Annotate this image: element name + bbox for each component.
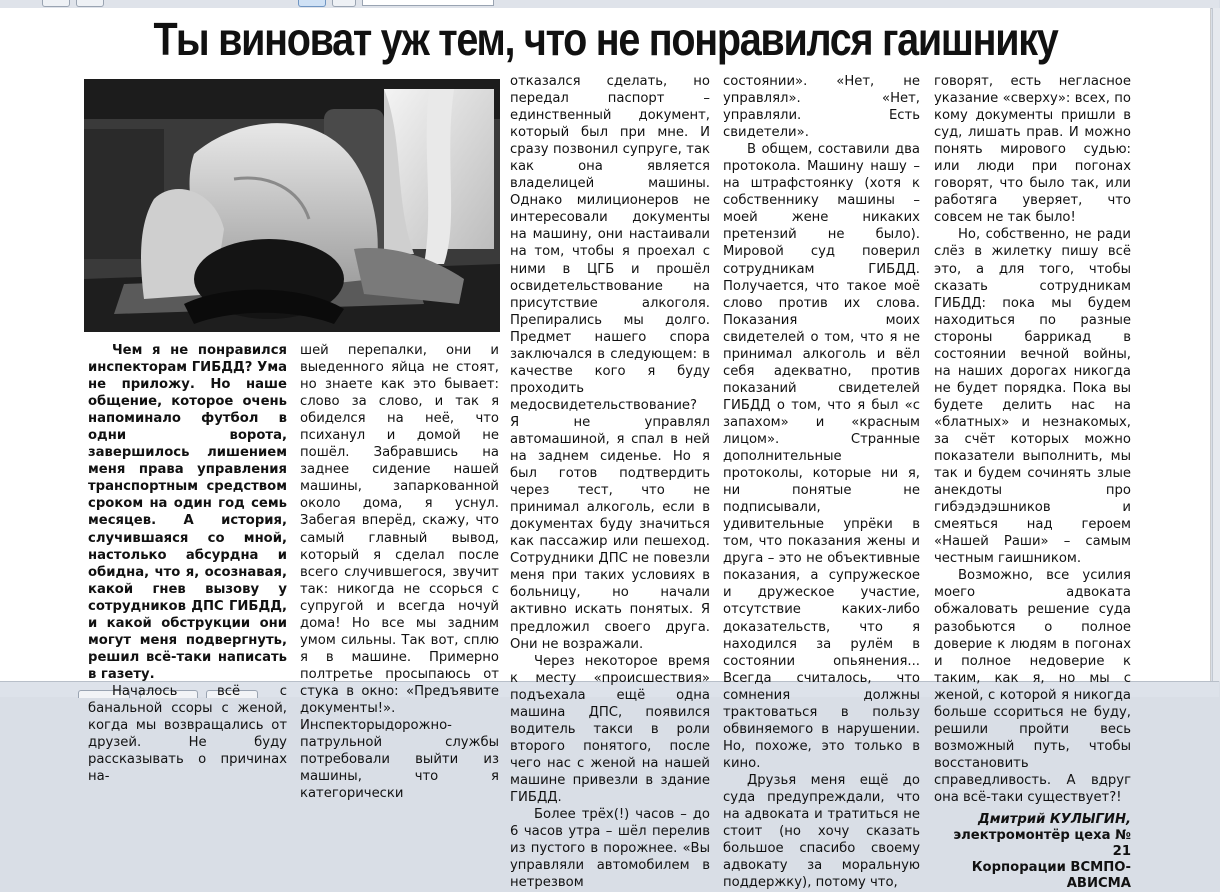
article-paragraph: состоянии». «Нет, не управлял». «Нет, управляли. Есть свидетели». [723, 74, 920, 141]
newspaper-page [0, 8, 1211, 892]
author-position: электромонтёр цеха № 21 [953, 828, 1131, 860]
author-name: Дмитрий КУЛЫГИН, [978, 812, 1131, 828]
author-company: Корпорации ВСМПО-АВИСМА [971, 860, 1131, 892]
article-paragraph: Но, собственно, не ради слёз в жилетку пишу всё это, а для того, чтобы сказать сотрудникам ГИБДД: пока мы будем находиться по разные стороны баррикад в состоянии вечной войны, на наших дорогах никогда не будет порядка. Пока вы будете делить нас на «блатных» и незнакомых, за счёт которых можно показатели выполнить, мы так и будем сочинять злые анекдоты про гибэдэдэшников и смеяться над героем «Нашей Раши» – самым честным гаишником. [934, 227, 1131, 567]
article-paragraph: Более трёх(!) часов – до 6 часов утра – шёл перелив из пустого в порожнее. «Вы управляли автомобилем в нетрезвом [510, 807, 710, 891]
article-paragraph: Возможно, все усилия моего адвоката обжаловать решение суда разобьются о полное доверие к людям в погонах и полное недоверие к таким, как я, но мы с женой, с которой я никогда больше ссориться не буду, решили пройти весь возможный путь, чтобы восстановить справедливость. А вдруг она всё-таки существует?! [934, 568, 1131, 805]
article-photo [84, 79, 500, 332]
article-paragraph: шей перепалки, они и выеденного яйца не стоят, но знаете как это бывает: слово за слово, и так я обиделся на неё, что психанул и домой не пошёл. Забравшись на заднее сидение нашей машины, запаркованной около дома, я уснул. Забегая вперёд, скажу, что самый главный вывод, который я сделал после всего случившегося, звучит так: никогда не ссорься с супругой и всегда ночуй дома! Но все мы задним умом сильны. Так вот, сплю я в машине. Примерно полтретье просыпаюсь от стука в окно: «Предъявите документы!». Инспекторыдорожно-патрульной службы потребовали выйти из машины, что я категорически [300, 343, 499, 802]
article-paragraph: отказался сделать, но передал паспорт – единственный документ, который был при мне. И сразу позвонил супруге, так как она является владелицей машины. Однако милиционеров не интересовали документы на машину, они настаивали на том, чтобы я проехал с ними в ЦГБ и прошёл освидетельствование на присутствие алкоголя. Препирались мы долго. Предмет нашего спора заключался в следующем: в качестве кого я буду проходить медосвидетельствование? Я не управлял автомашиной, я спал в ней на заднем сиденье. Но я был готов подтвердить через тест, что не принимал алкоголь, если в документах буду значиться как пассажир или пешеход. Сотрудники ДПС не повезли меня при таких условиях в больницу, но начали активно искать понятых. Я предложил своего друга. Они не возражали. [510, 74, 710, 652]
toolbar-button[interactable] [332, 0, 356, 7]
article-lead: Чем я не понравился инспекторам ГИБДД? Ума не приложу. Но наше общение, которое очень напоминало футбол в одни ворота, завершилось лишением меня права управления транспортным средством сроком на один год семь месяцев. А история, случившаяся со мной, настолько абсурдна и обидна, что я, осознавая, какой гнев вызову у сотрудников ДПС ГИБДД, и какой обструкции они могут меня подвергнуть, решил всё-таки написать в газету. [88, 343, 287, 682]
article-paragraph: В общем, составили два протокола. Машину нашу – на штрафстоянку (хотя к собственнику машины – моей жене никаких претензий не было). Мировой суд поверил сотрудникам ГИБДД. Получается, что такое моё слово против их слова. Показания моих свидетелей о том, что я не принимал алкоголь и вёл себя адекватно, против показаний свидетелей ГИБДД о том, что я был «с запахом» и «красным лицом». Странные дополнительные протоколы, которые ни я, ни понятые не подписывали, удивительные упрёки в том, что показания жены и друга – это не объективные показания, а супружеское и дружеское участие, отсутствие каких-либо доказательств, что я находился за рулём в состоянии опьянения... Всегда считалось, что сомнения должны трактоваться в пользу обвиняемого в нарушении. Но, похоже, это только в кино. [723, 142, 920, 771]
article-paragraph: говорят, есть негласное указание «сверху»: всех, по кому документы пришли в суд, лишать прав. И можно понять мирового судью: или люди при погонах говорят, что было так, или работяга уверяет, что совсем не так было! [934, 74, 1131, 226]
toolbar-input[interactable] [362, 0, 494, 6]
article-column-4 [723, 73, 920, 891]
article-paragraph: Через некоторое время к месту «происшествия» подъехала ещё одна машина ДПС, появился водитель такси в роли второго понятого, после чего нас с женой на нашей машине привезли в здание ГИБДД. [510, 653, 710, 805]
article-paragraph: Началось всё с банальной ссоры с женой, когда мы возвращались от друзей. Не буду рассказывать о причинах на- [88, 683, 287, 785]
article-paragraph: Друзья меня ещё до суда предупреждали, что на адвоката и тратиться не стоит (но хочу сказать большое спасибо своему адвокату за моральную поддержку), потому что, [723, 772, 920, 891]
toolbar-button[interactable] [42, 0, 70, 7]
toolbar-button-active[interactable] [298, 0, 326, 7]
toolbar-button[interactable] [76, 0, 104, 7]
vertical-scrollbar[interactable] [1212, 8, 1220, 681]
article-column-2 [300, 342, 499, 802]
author-byline [934, 812, 1131, 892]
article-column-1 [88, 342, 287, 785]
article-headline: Ты виноват уж тем, что не понравился гаишнику [153, 13, 1058, 65]
sleeping-man-photo [84, 79, 500, 332]
article-column-3 [510, 73, 710, 891]
article-column-5 [934, 73, 1131, 892]
